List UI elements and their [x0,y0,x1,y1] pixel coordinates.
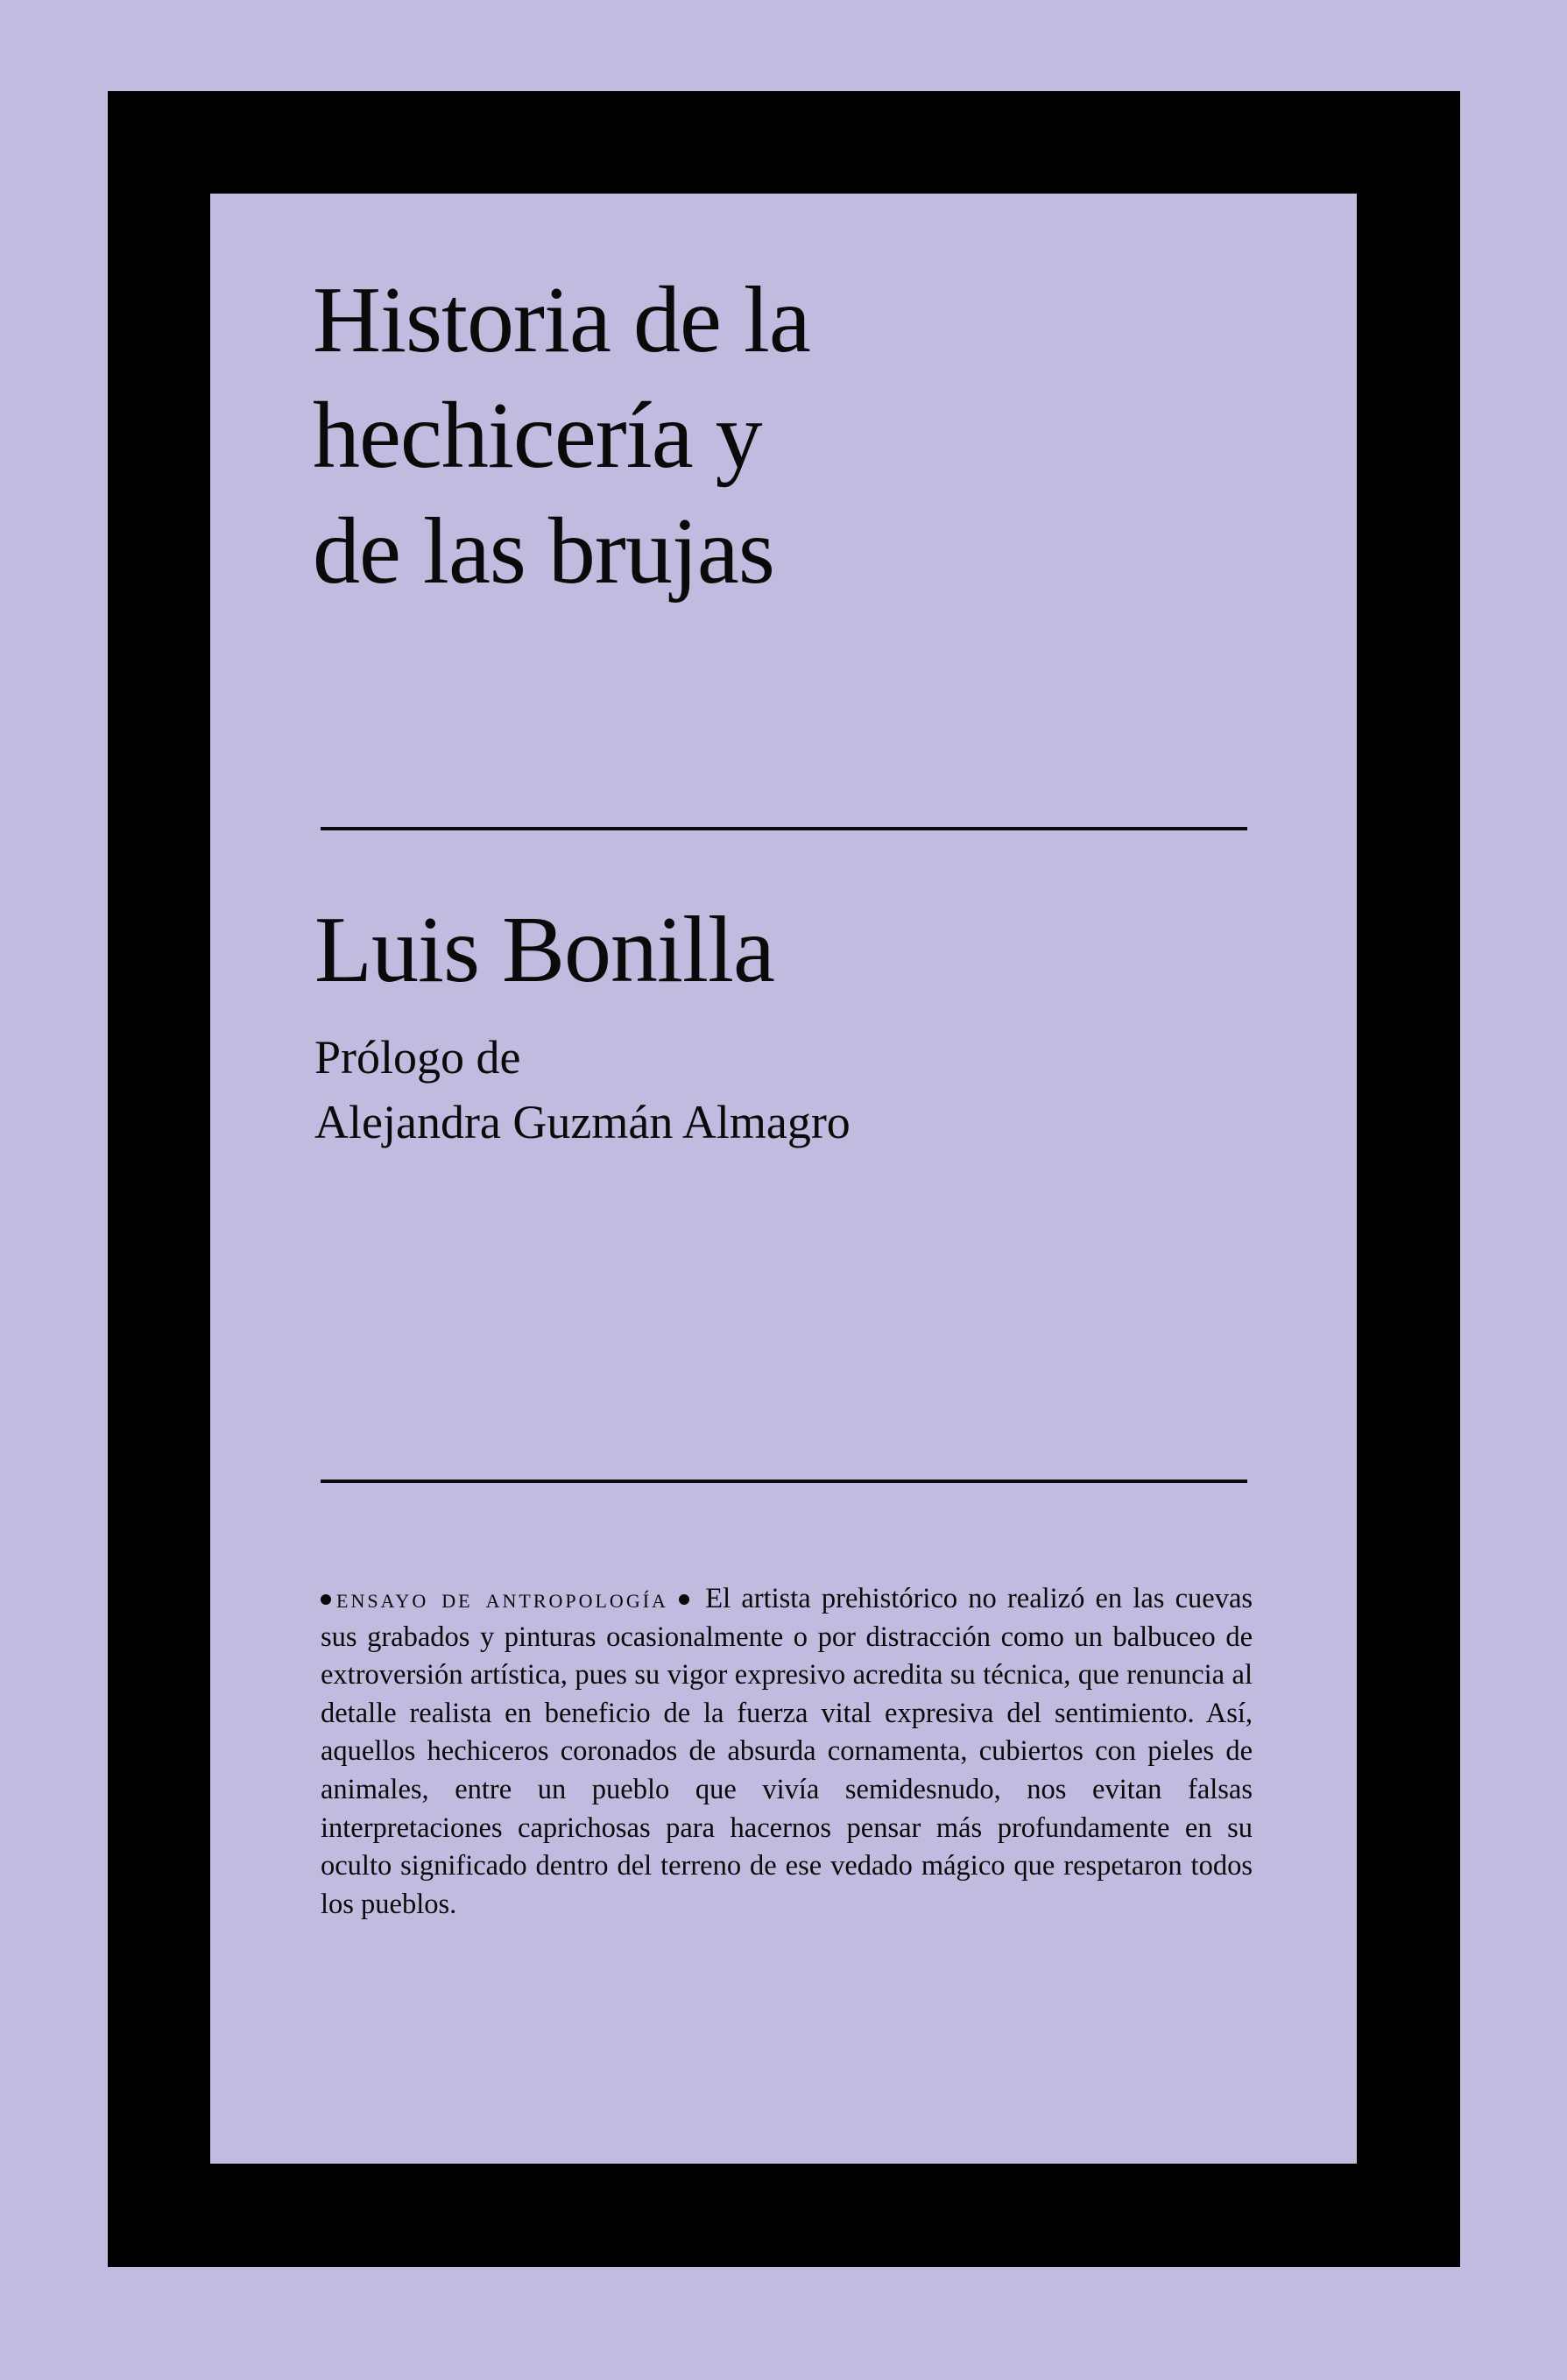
genre-label: ensayo de antropología [336,1582,668,1614]
prologue-label: Prólogo de [314,1031,521,1084]
prologue-credit [314,1025,851,1155]
book-title-line: de las brujas [313,499,774,604]
bullet-icon [679,1594,689,1605]
divider-top [321,827,1247,830]
divider-bottom [321,1480,1247,1483]
prologue-author: Alejandra Guzmán Almagro [314,1096,851,1148]
bullet-icon [321,1594,331,1605]
blurb-text [321,1579,1253,1924]
blurb-body: El artista prehistórico no realizó en las cuevas sus grabados y pinturas ocasionalmente o por distracción como un balbuceo de extroversión artística, pues su vigor expresivo acredita su técnica, que renuncia al detalle realista en beneficio de la fuerza vital expresiva del sentimiento. Así, aquellos hechiceros coronados de absurda cornamenta, cubiertos con pieles de animales, entre un pueblo que vivía semidesnudo, nos evitan falsas interpretaciones caprichosas para hacernos pensar más profundamente en su oculto significado dentro del terreno de ese vedado mágico que respetaron todos los pueblos. [321,1583,1253,1920]
book-title [313,263,1189,610]
book-title-line: Historia de la [313,268,810,372]
author-name: Luis Bonilla [314,898,774,1002]
book-title-line: hechicería y [313,384,762,488]
